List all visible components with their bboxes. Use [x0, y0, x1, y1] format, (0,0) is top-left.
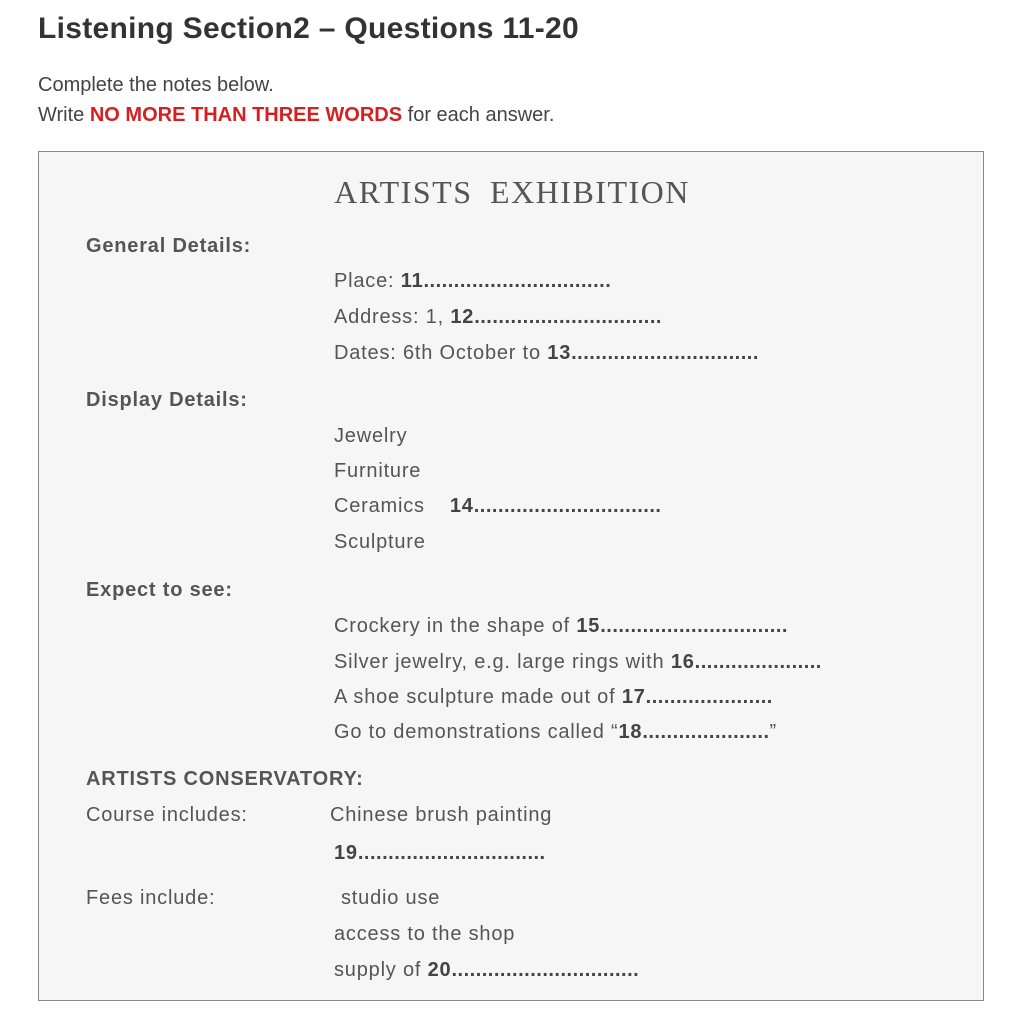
- expect-line-15: [334, 615, 788, 638]
- answer-blank-17[interactable]: .....................: [645, 686, 773, 708]
- fees-item-20: [334, 959, 639, 982]
- question-18-number: 18: [618, 721, 643, 743]
- answer-blank-12[interactable]: ...............................: [474, 306, 662, 328]
- answer-blank-20[interactable]: ...............................: [451, 959, 640, 981]
- closing-quote: ”: [769, 721, 777, 743]
- question-11-number: 11: [400, 270, 424, 292]
- answer-blank-15[interactable]: ...............................: [600, 615, 788, 637]
- dates-text: Dates: 6th October to: [334, 342, 548, 364]
- page-title: Listening Section2 – Questions 11-20: [38, 12, 579, 45]
- place-text: Place:: [334, 270, 401, 292]
- expect-line-18: [334, 721, 777, 744]
- ceramics-text: Ceramics: [334, 495, 425, 517]
- question-14-number: 14: [449, 495, 474, 517]
- notes-heading: ARTISTS EXHIBITION: [334, 174, 690, 210]
- expect-text-15: Crockery in the shape of: [334, 615, 577, 637]
- question-17-number: 17: [621, 686, 646, 708]
- conservatory-label: ARTISTS CONSERVATORY:: [86, 768, 364, 790]
- fees-include-label: Fees include:: [86, 887, 216, 909]
- general-details-label: General Details:: [86, 235, 252, 257]
- question-12-number: 12: [450, 306, 475, 328]
- dates-line: [334, 342, 759, 365]
- expect-to-see-label: Expect to see:: [86, 579, 233, 601]
- answer-blank-14[interactable]: ...............................: [473, 495, 662, 517]
- display-item-furniture: Furniture: [334, 460, 422, 482]
- display-item-sculpture: Sculpture: [334, 531, 426, 553]
- word-limit-emphasis: NO MORE THAN THREE WORDS: [89, 104, 403, 126]
- question-15-number: 15: [576, 615, 601, 637]
- fees-item-studio-use: studio use: [341, 887, 441, 909]
- expect-text-18: Go to demonstrations called “: [334, 721, 619, 743]
- display-item-jewelry: Jewelry: [334, 425, 408, 447]
- question-20-number: 20: [427, 959, 452, 981]
- answer-blank-16[interactable]: .....................: [694, 651, 822, 673]
- address-text: Address: 1,: [334, 306, 451, 328]
- expect-text-16: Silver jewelry, e.g. large rings with: [334, 651, 671, 673]
- instruction-prefix: Write: [38, 104, 90, 126]
- place-line: [334, 270, 611, 293]
- question-16-number: 16: [670, 651, 695, 673]
- expect-line-17: [334, 686, 773, 709]
- question-13-number: 13: [547, 342, 572, 364]
- question-19-number: 19: [334, 842, 358, 864]
- display-item-ceramics: [334, 495, 661, 518]
- fees-text-20: supply of: [334, 959, 428, 981]
- answer-blank-18[interactable]: .....................: [642, 721, 770, 743]
- answer-blank-11[interactable]: ...............................: [423, 270, 612, 292]
- instruction-line-1: Complete the notes below.: [38, 74, 274, 96]
- expect-line-16: [334, 651, 822, 674]
- instruction-line-2: [38, 104, 554, 127]
- course-item-19: [334, 842, 546, 865]
- display-details-label: Display Details:: [86, 389, 248, 411]
- fees-item-shop-access: access to the shop: [334, 923, 516, 945]
- answer-blank-13[interactable]: ...............................: [571, 342, 759, 364]
- expect-text-17: A shoe sculpture made out of: [334, 686, 622, 708]
- instruction-suffix: for each answer.: [402, 104, 555, 126]
- course-includes-label: Course includes:: [86, 804, 248, 826]
- address-line: [334, 306, 662, 329]
- course-item-chinese-brush-painting: Chinese brush painting: [330, 804, 553, 826]
- answer-blank-19[interactable]: ...............................: [357, 842, 546, 864]
